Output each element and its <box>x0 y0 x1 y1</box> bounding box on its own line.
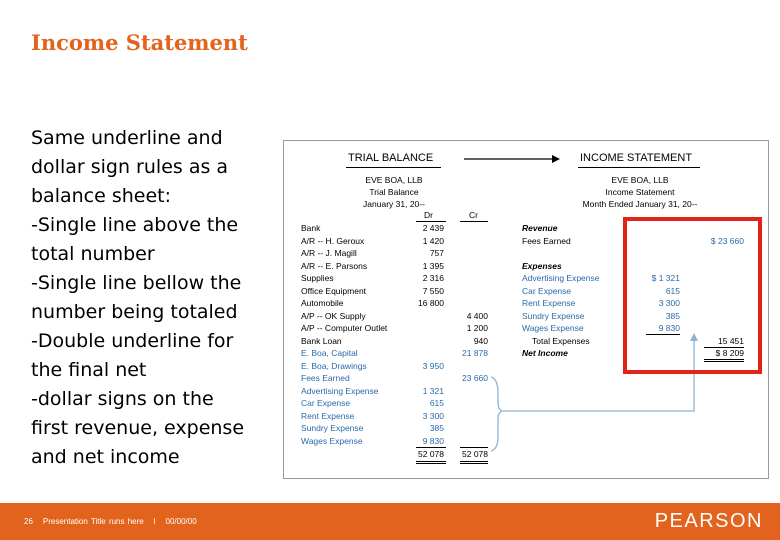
tb-row-label: Supplies <box>301 273 334 283</box>
expense-value: 9 830 <box>658 323 680 333</box>
tb-row-label: E. Boa, Capital <box>301 348 358 358</box>
expense-label: Rent Expense <box>522 298 576 308</box>
tb-row-dr: 2 439 <box>422 223 444 233</box>
is-period: Month Ended January 31, 20-- <box>582 199 698 209</box>
body-line: -Double underline for <box>31 330 234 352</box>
body-line: and net income <box>31 446 180 468</box>
total-expenses-value: 15 451 <box>718 335 744 346</box>
tb-row-dr: 757 <box>429 248 444 258</box>
tb-row-dr: 1 395 <box>422 260 444 271</box>
tb-cr-header: Cr <box>469 210 478 220</box>
body-line: dollar sign rules as a <box>31 156 229 178</box>
tb-row-label: Bank Loan <box>301 335 342 346</box>
expense-value: 3 300 <box>658 298 680 308</box>
slide-title: Income Statement <box>31 30 248 55</box>
is-company: EVE BOA, LLB <box>611 175 669 185</box>
body-line: -Single line above the <box>31 214 239 236</box>
tb-row-label: Automobile <box>301 298 344 308</box>
fees-label: Fees Earned <box>522 235 571 246</box>
body-line: Same underline and <box>31 127 223 149</box>
tb-row-label: Sundry Expense <box>301 423 364 433</box>
tb-row-label: A/R -- E. Parsons <box>301 260 368 271</box>
fees-value: $ 23 660 <box>710 235 744 246</box>
pearson-logo: PEARSON <box>654 510 763 532</box>
tb-row-label: Office Equipment <box>301 285 367 296</box>
expense-value: 615 <box>665 285 680 296</box>
page-number: 26 <box>24 517 33 526</box>
expenses-label: Expenses <box>522 260 562 271</box>
tb-row-dr: 9 830 <box>422 435 444 446</box>
tb-row-dr: 1 420 <box>422 235 444 246</box>
tb-row-label: Car Expense <box>301 398 351 408</box>
total-expenses-label: Total Expenses <box>532 335 590 346</box>
expense-value: 385 <box>665 310 680 321</box>
tb-row-cr: 4 400 <box>466 310 488 321</box>
footer-date: 00/00/00 <box>165 517 197 526</box>
net-income-value: $ 8 209 <box>715 348 744 358</box>
tb-row-dr: 2 316 <box>422 273 444 283</box>
tb-date: January 31, 20-- <box>363 199 425 209</box>
tb-row-dr: 3 300 <box>422 410 444 421</box>
net-income-label: Net Income <box>522 348 568 358</box>
tb-row-label: Wages Expense <box>301 435 363 446</box>
is-doc-title: Income Statement <box>605 187 675 197</box>
tb-row-dr: 385 <box>429 423 444 433</box>
tb-row-label: A/R -- H. Geroux <box>301 235 365 246</box>
tb-row-cr: 940 <box>473 335 488 346</box>
body-line: -dollar signs on the <box>31 388 214 410</box>
tb-row-label: E. Boa, Drawings <box>301 360 367 371</box>
tb-company: EVE BOA, LLB <box>365 175 423 185</box>
income-statement-heading: INCOME STATEMENT <box>580 152 693 164</box>
tb-row-label: Advertising Expense <box>301 385 379 396</box>
tb-row-dr: 1 321 <box>422 385 444 396</box>
tb-row-label: A/P -- Computer Outlet <box>301 323 388 333</box>
expense-label: Car Expense <box>522 285 572 296</box>
presentation-title: Presentation Title runs here <box>42 517 144 526</box>
tb-row-dr: 615 <box>429 398 444 408</box>
tb-total-dr: 52 078 <box>418 449 444 459</box>
expense-label: Advertising Expense <box>522 273 600 283</box>
body-line: first revenue, expense <box>31 417 245 439</box>
body-line: -Single line bellow the <box>31 272 242 294</box>
tb-row-dr: 7 550 <box>422 285 444 296</box>
expense-label: Wages Expense <box>522 323 584 333</box>
expense-value: $ 1 321 <box>651 273 680 283</box>
body-text <box>31 124 281 472</box>
expense-label: Sundry Expense <box>522 310 585 321</box>
body-line: number being totaled <box>31 301 238 323</box>
body-line: the final net <box>31 359 147 381</box>
tb-row-dr: 3 950 <box>422 360 444 371</box>
revenue-label: Revenue <box>522 223 558 233</box>
highlight-box <box>623 217 762 374</box>
footer-text <box>24 517 207 526</box>
tb-row-label: Fees Earned <box>301 373 350 383</box>
tb-row-label: Rent Expense <box>301 410 355 421</box>
trial-balance-heading: TRIAL BALANCE <box>348 152 434 164</box>
footer-bar <box>0 503 780 540</box>
tb-row-dr: 16 800 <box>418 298 444 308</box>
tb-dr-header: Dr <box>424 210 433 220</box>
footer-separator: l <box>153 517 156 526</box>
body-line: total number <box>31 243 155 265</box>
tb-row-cr: 1 200 <box>466 323 488 333</box>
tb-row-cr: 21 878 <box>462 348 488 358</box>
tb-row-label: A/P -- OK Supply <box>301 310 366 321</box>
tb-total-cr: 52 078 <box>462 449 488 459</box>
body-line: balance sheet: <box>31 185 172 207</box>
tb-row-cr: 23 660 <box>462 373 488 383</box>
tb-row-label: Bank <box>301 223 321 233</box>
tb-row-label: A/R -- J. Magill <box>301 248 357 258</box>
tb-doc-title: Trial Balance <box>369 187 419 197</box>
